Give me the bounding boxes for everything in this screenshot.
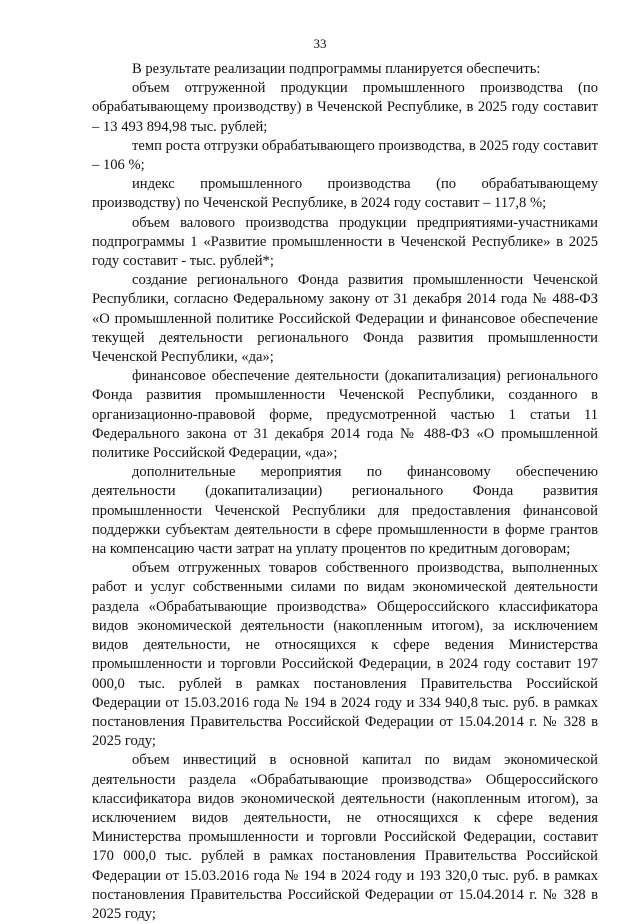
paragraph-production-index: индекс промышленного производства (по обрабатывающему производству) по Чеченской Республике, в 2024 году составит – 117,8 %; xyxy=(92,176,598,212)
paragraph-growth-rate: темп роста отгрузки обрабатывающего производства, в 2025 году составит – 106 %; xyxy=(92,137,598,174)
paragraph-shipped-output: объем отгруженной продукции промышленного производства (по обрабатывающему производству) в Чеченской Республике, в 2025 году составит – 13 493 894,98 тыс. рублей; xyxy=(92,80,598,135)
page-number: 33 xyxy=(313,36,327,51)
paragraph-fund-creation: создание регионального Фонда развития промышленности Чеченской Республики, согласно Федеральному закону от 31 декабря 2014 года № 488-ФЗ «О промышленной политике Российской Федерации и финансовое обеспечение текущей деятельности регионального Фонда развития промышленности Чеченской Республики, «да»; xyxy=(92,272,598,366)
paragraph-fund-capitalization: финансовое обеспечение деятельности (докапитализация) регионального Фонда развития промышленности Чеченской Республики, созданного в организационно-правовой форме, предусмотренной частью 1 статьи 11 Федерального закона от 31 декабря 2014 года № 488-ФЗ «О промышленной политике Российской Федерации, «да»; xyxy=(92,368,598,462)
paragraph-gross-output: объем валового производства продукции предприятиями-участниками подпрограммы 1 «Развитие промышленности в Чеченской Республике» в 2025 году составит - тыс. рублей*; xyxy=(92,214,598,270)
paragraph-shipped-goods: объем отгруженных товаров собственного производства, выполненных работ и услуг собственными силами по видам экономической деятельности раздела «Обрабатывающие производства» Общероссийского классификатора видов экономической деятельности (накопленным итогом), за исключением видов деятельности, не относящихся к сфере ведения Министерства промышленности и торговли Российской Федерации, в 2024 году составит 197 000,0 тыс. рублей в рамках постановления Правительства Российской Федерации от 15.03.2016 года № 194 в 2024 году и 334 940,8 тыс. руб. в рамках постановления Правительства Российской Федерации от 15.04.2014 г. № 328 в 2025 году; xyxy=(92,560,598,750)
paragraph-additional-measures: дополнительные мероприятия по финансовому обеспечению деятельности (докапитализации) регионального Фонда развития промышленности Чеченской Республики для предоставления финансовой поддержки субъектам деятельности в сфере промышленности в форме грантов на компенсацию части затрат на уплату процентов по кредитным договорам; xyxy=(92,464,598,558)
document-body xyxy=(92,60,598,924)
paragraph-intro: В результате реализации подпрограммы планируется обеспечить: xyxy=(132,61,541,77)
paragraph-investments: объем инвестиций в основной капитал по видам экономической деятельности раздела «Обрабатывающие производства» Общероссийского классификатора видов экономической деятельности (накопленным итогом), за исключением видов деятельности, не относящихся к сфере ведения Министерства промышленности и торговли Российской Федерации, составит 170 000,0 тыс. рублей в рамках постановления Правительства Российской Федерации от 15.03.2016 года № 194 в 2024 году и 193 320,0 тыс. руб. в рамках постановления Правительства Российской Федерации от 15.04.2014 г. № 328 в 2025 году; xyxy=(92,752,598,922)
